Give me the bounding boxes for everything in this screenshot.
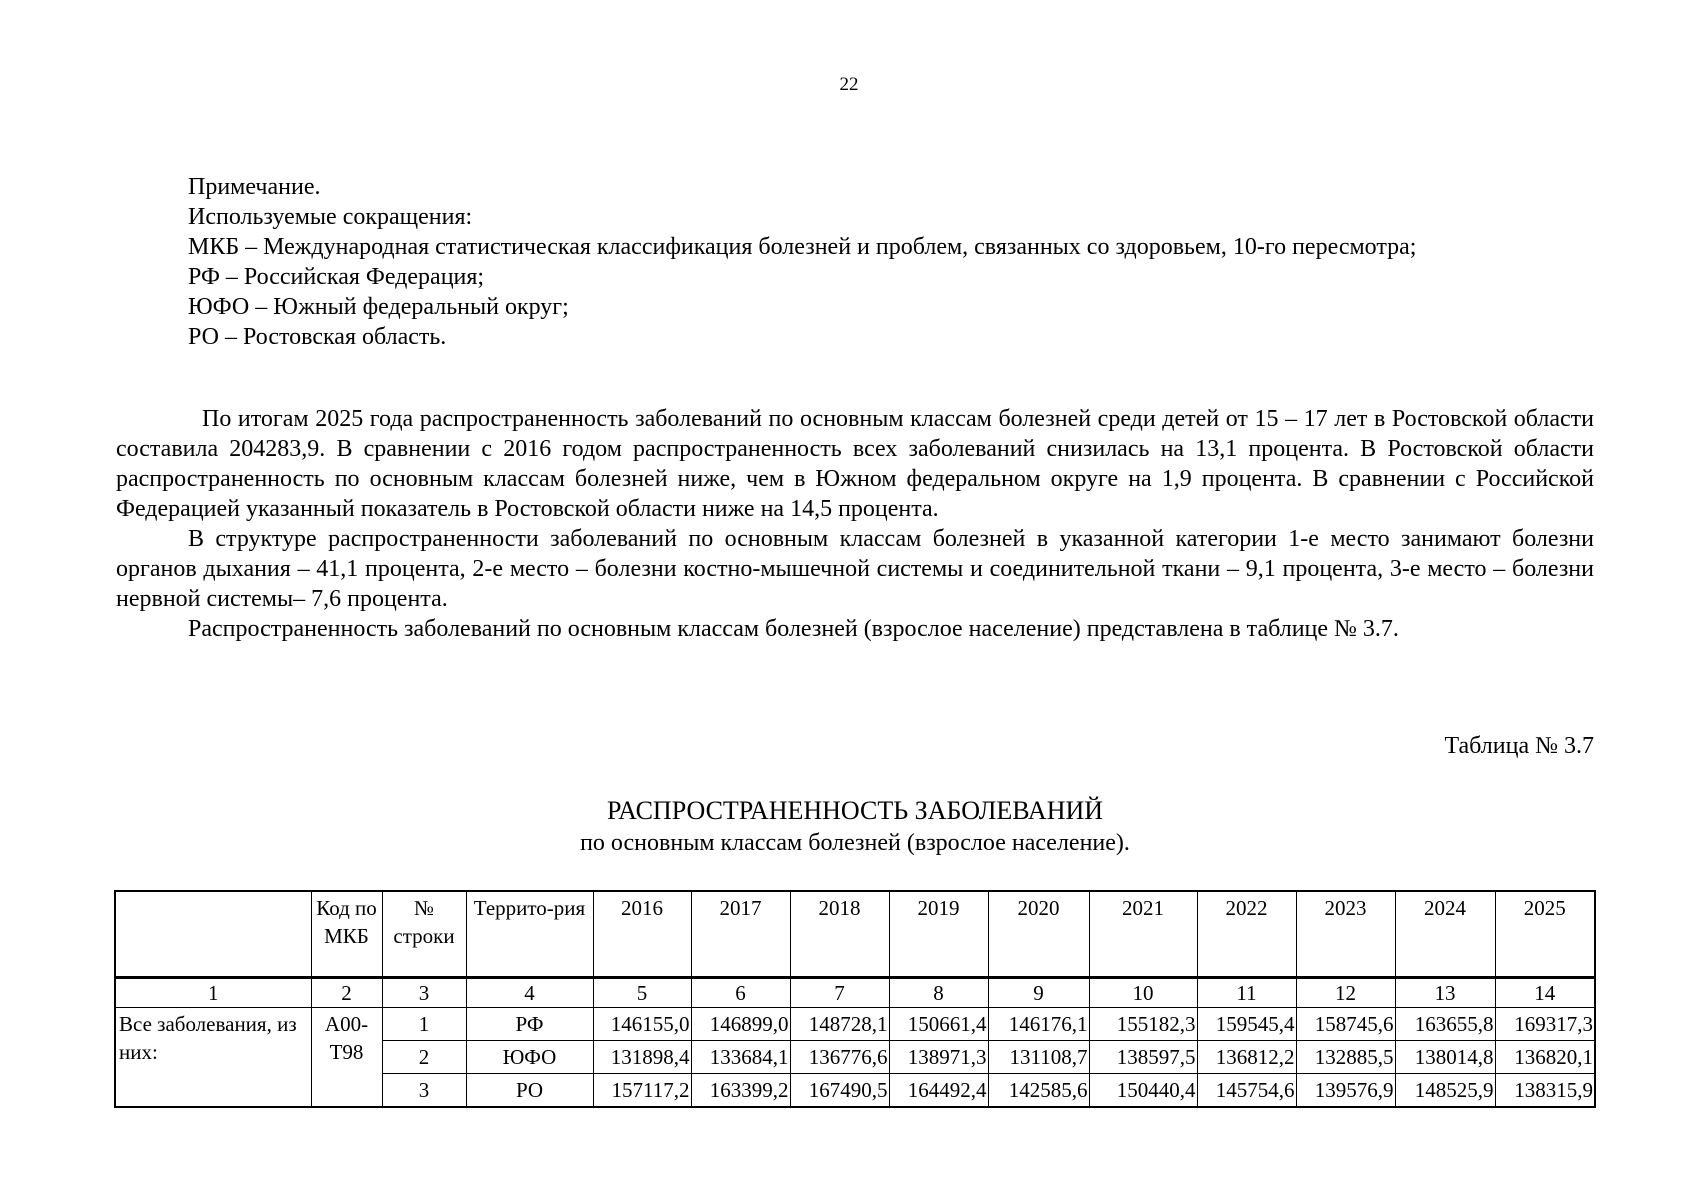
value-cell: 138971,3	[889, 1041, 988, 1074]
header-line-number: № строки	[382, 891, 466, 978]
abbreviations-note	[116, 172, 1594, 352]
header-year: 2020	[988, 891, 1089, 978]
header-year: 2022	[1197, 891, 1296, 978]
header-territory: Террито-рия	[466, 891, 593, 978]
value-cell: 155182,3	[1089, 1008, 1197, 1041]
abbr-ro: РО – Ростовская область.	[188, 324, 447, 350]
header-year: 2018	[790, 891, 889, 978]
territory: РО	[466, 1074, 593, 1108]
value-cell: 164492,4	[889, 1074, 988, 1108]
column-number: 13	[1395, 978, 1495, 1008]
column-number: 11	[1197, 978, 1296, 1008]
column-number: 2	[311, 978, 382, 1008]
value-cell: 145754,6	[1197, 1074, 1296, 1108]
header-year: 2024	[1395, 891, 1495, 978]
value-cell: 167490,5	[790, 1074, 889, 1108]
column-number: 8	[889, 978, 988, 1008]
column-number: 7	[790, 978, 889, 1008]
line-number: 1	[382, 1008, 466, 1041]
value-cell: 150661,4	[889, 1008, 988, 1041]
line-number: 2	[382, 1041, 466, 1074]
paragraph-3: Распространенность заболеваний по основным классам болезней (взрослое население) представлена в таблице № 3.7.	[188, 616, 1399, 642]
value-cell: 138597,5	[1089, 1041, 1197, 1074]
header-year: 2019	[889, 891, 988, 978]
header-year: 2017	[691, 891, 790, 978]
value-cell: 146176,1	[988, 1008, 1089, 1041]
value-cell: 146899,0	[691, 1008, 790, 1041]
value-cell: 146155,0	[593, 1008, 691, 1041]
value-cell: 163655,8	[1395, 1008, 1495, 1041]
value-cell: 159545,4	[1197, 1008, 1296, 1041]
page-number: 22	[839, 74, 859, 95]
column-number: 4	[466, 978, 593, 1008]
value-cell: 136820,1	[1495, 1041, 1595, 1074]
value-cell: 150440,4	[1089, 1074, 1197, 1108]
value-cell: 139576,9	[1296, 1074, 1395, 1108]
abbr-rf: РФ – Российская Федерация;	[188, 264, 485, 290]
table-header-row	[115, 891, 1595, 978]
column-number: 5	[593, 978, 691, 1008]
group-label: Все заболевания, из них:	[115, 1008, 311, 1108]
territory: ЮФО	[466, 1041, 593, 1074]
table-number: Таблица № 3.7	[1444, 733, 1594, 759]
value-cell: 132885,5	[1296, 1041, 1395, 1074]
table-row	[115, 1008, 1595, 1041]
paragraph-1: По итогам 2025 года распространенность заболеваний по основным классам болезней среди детей от 15 – 17 лет в Ростовской области составила 204283,9. В сравнении с 2016 годом распространенность всех заболеваний снизилась на 13,1 процента. В Ростовской области распространенность по основным классам болезней ниже, чем в Южном федеральном округе на 1,9 процента. В сравнении с Российской Федерацией указанный показатель в Ростовской области ниже на 14,5 процента.	[116, 406, 1594, 522]
header-year: 2021	[1089, 891, 1197, 978]
abbreviations-heading: Используемые сокращения:	[188, 204, 473, 230]
column-number: 6	[691, 978, 790, 1008]
value-cell: 133684,1	[691, 1041, 790, 1074]
value-cell: 136776,6	[790, 1041, 889, 1074]
header-year: 2016	[593, 891, 691, 978]
column-number-row	[115, 978, 1595, 1008]
value-cell: 148728,1	[790, 1008, 889, 1041]
value-cell: 131898,4	[593, 1041, 691, 1074]
disease-prevalence-table	[114, 890, 1596, 1108]
column-number: 12	[1296, 978, 1395, 1008]
column-number: 14	[1495, 978, 1595, 1008]
note-title: Примечание.	[188, 174, 321, 200]
value-cell: 158745,6	[1296, 1008, 1395, 1041]
header-year: 2025	[1495, 891, 1595, 978]
column-number: 10	[1089, 978, 1197, 1008]
column-number: 9	[988, 978, 1089, 1008]
abbr-mkb: МКБ – Международная статистическая классификация болезней и проблем, связанных со здоровьем, 10-го пересмотра;	[188, 234, 1417, 260]
value-cell: 138014,8	[1395, 1041, 1495, 1074]
value-cell: 138315,9	[1495, 1074, 1595, 1108]
value-cell: 142585,6	[988, 1074, 1089, 1108]
column-number: 3	[382, 978, 466, 1008]
value-cell: 148525,9	[1395, 1074, 1495, 1108]
icd-code: А00-Т98	[311, 1008, 382, 1108]
header-category	[115, 891, 311, 978]
value-cell: 163399,2	[691, 1074, 790, 1108]
value-cell: 131108,7	[988, 1041, 1089, 1074]
table-subtitle: по основным классам болезней (взрослое население).	[580, 830, 1130, 856]
territory: РФ	[466, 1008, 593, 1041]
paragraph-2: В структуре распространенности заболеваний по основным классам болезней в указанной категории 1-е место занимают болезни органов дыхания – 41,1 процента, 2-е место – болезни костно-мышечной системы и соединительной ткани – 9,1 процента, 3-е место – болезни нервной системы– 7,6 процента.	[116, 526, 1594, 612]
column-number: 1	[115, 978, 311, 1008]
line-number: 3	[382, 1074, 466, 1108]
value-cell: 157117,2	[593, 1074, 691, 1108]
body-text	[116, 404, 1594, 644]
header-year: 2023	[1296, 891, 1395, 978]
table-title: РАСПРОСТРАНЕННОСТЬ ЗАБОЛЕВАНИЙ	[606, 796, 1104, 825]
header-icd-code: Код по МКБ	[311, 891, 382, 978]
abbr-yufo: ЮФО – Южный федеральный округ;	[188, 294, 569, 320]
value-cell: 169317,3	[1495, 1008, 1595, 1041]
value-cell: 136812,2	[1197, 1041, 1296, 1074]
